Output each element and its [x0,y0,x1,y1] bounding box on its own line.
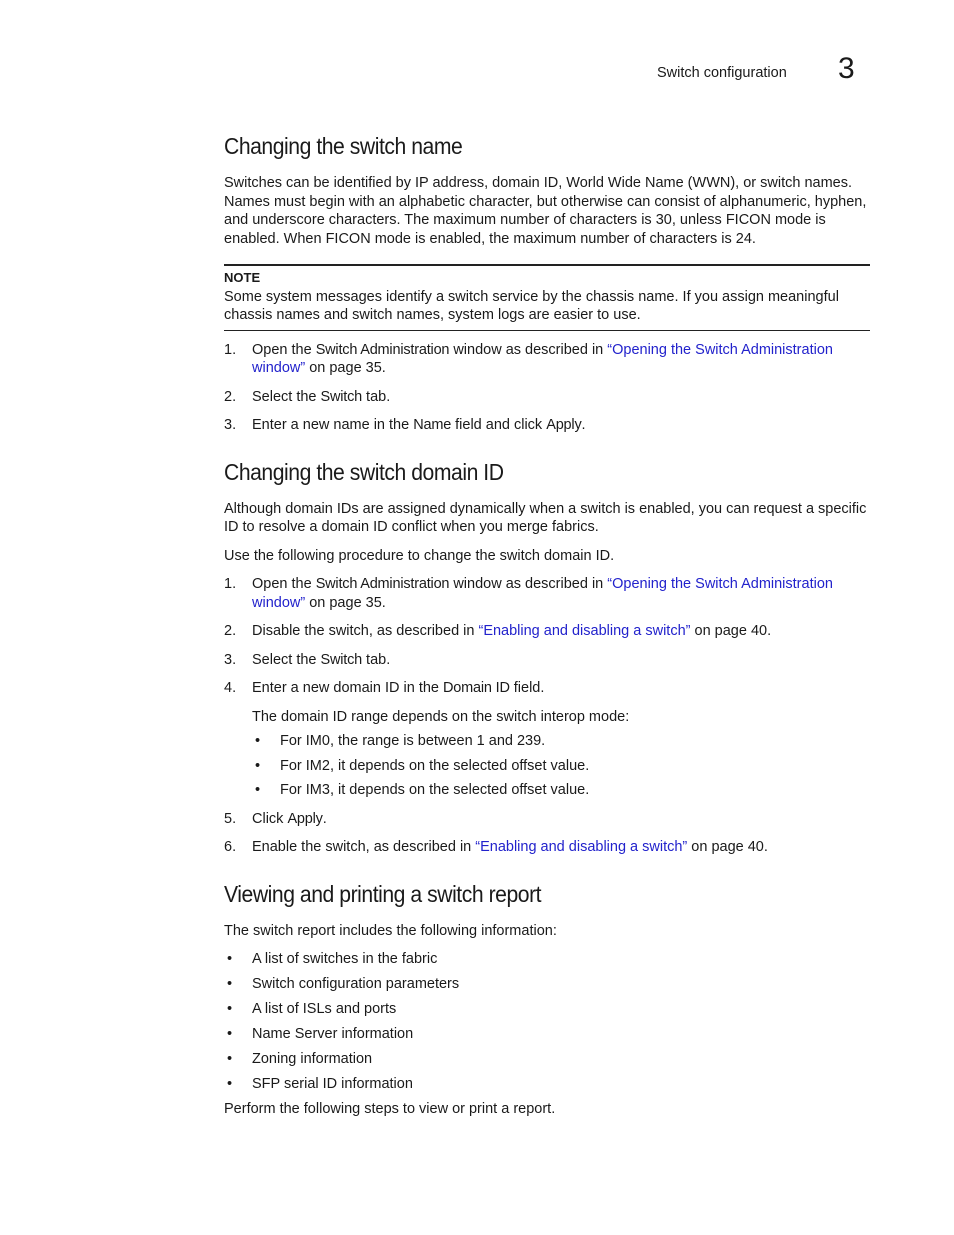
step-text: Select the [252,388,321,405]
bullet-icon: • [227,1001,233,1017]
step-text: Enter a new name in the [252,417,414,433]
list-item-text: Switch configuration parameters [252,976,460,992]
step-text: Enable the switch, as described in [252,839,476,855]
note-text: Some system messages identify a switch service by the chassis name. If you assign meaningful chassis names and switch names, system logs are easier to use. [224,288,839,323]
note-label: NOTE [224,270,261,285]
section1-intro: Switches can be identified by IP address, domain ID, World Wide Name (WWN), or switch names. Names must begin with an alphabetic character, but otherwise can consist of alphanumeric, hyphen, and underscore characters. The maximum number of characters is 30, unless FICON mode is enabled. When FICON mode is enabled, the maximum number of characters is 24. [224,175,867,247]
ui-term: Switch Administration [315,576,450,592]
list-item-text: SFP serial ID information [252,1076,413,1092]
bullet-icon: • [227,1026,233,1042]
step-text: Open the [252,576,316,592]
step-text: on page 35. [305,360,386,376]
list-item [224,732,870,751]
list-item [224,950,870,969]
step-text: Open the [252,341,316,358]
ui-term: Name [413,417,452,433]
step-number: 4. [224,680,237,696]
step-text: tab. [362,388,391,405]
step-text: Click [252,810,288,827]
list-item-text: A list of switches in the fabric [252,951,438,967]
step-text: window as described in [449,576,608,592]
ui-term: Switch Administration [315,341,450,358]
list-item [224,757,870,776]
section3-outro: Perform the following steps to view or print a report. [224,1101,556,1117]
step-text: on page 35. [305,594,386,611]
step-number: 2. [224,623,237,639]
note-box [224,264,870,331]
chapter-number: 3 [838,52,855,85]
section-heading-domain-id: Changing the switch domain ID [224,458,504,485]
bullet-icon: • [255,782,261,798]
bullet-icon: • [227,976,233,992]
list-item [224,1025,870,1044]
ui-term: Domain ID [443,680,510,696]
xref-link[interactable]: “Enabling and disabling a switch” [478,623,691,639]
step-number: 1. [224,341,237,358]
step-text: . [322,810,327,827]
step-number: 5. [224,810,237,827]
list-item-text: For IM0, the range is between 1 and 239. [280,733,546,749]
step-text: . [581,417,586,433]
step-text: tab. [362,651,391,668]
ui-term: Apply [546,417,582,433]
s1-step-3 [224,416,870,435]
step-text: field. [509,680,545,696]
list-item [224,1050,870,1069]
s2-step-3 [224,651,870,670]
list-item-text: Zoning information [252,1051,373,1067]
s1-step-2 [224,388,870,407]
s1-step-1 [224,341,870,378]
step-number: 3. [224,417,237,433]
step-number: 3. [224,651,237,668]
list-item [224,975,870,994]
bullet-icon: • [227,951,233,967]
step-number: 6. [224,839,237,855]
step-text: Select the [252,651,321,668]
section3-intro: The switch report includes the following information: [224,922,557,939]
list-item [224,1000,870,1019]
section2-intro: Although domain IDs are assigned dynamically when a switch is enabled, you can request a specific ID to resolve a domain ID conflict when you merge fabrics. [224,500,867,535]
bullet-icon: • [227,1076,233,1092]
list-item [224,781,870,800]
page-content [224,131,870,1119]
xref-link[interactable]: “Opening the Switch Administration window” [252,576,833,611]
s2-step-1 [224,575,870,612]
ui-term: Switch [320,651,363,668]
list-item [224,1075,870,1094]
step-text: Enter a new domain ID in the [252,680,444,696]
bullet-icon: • [255,757,261,774]
ui-term: Apply [287,810,323,827]
list-item-text: A list of ISLs and ports [252,1001,397,1017]
running-header-title: Switch configuration [657,65,787,81]
section-heading-switch-name: Changing the switch name [224,133,463,159]
section-heading-switch-report: Viewing and printing a switch report [224,880,542,907]
step-text: window as described in [449,341,608,358]
section2-intro2: Use the following procedure to change the switch domain ID. [224,547,615,564]
bullet-icon: • [255,733,261,749]
step-text: Disable the switch, as described in [252,623,479,639]
step-text: on page 40. [690,623,772,639]
s2-step-6 [224,838,870,857]
bullet-icon: • [227,1051,233,1067]
step-text: on page 40. [687,839,768,855]
s2-step-5 [224,810,870,829]
step-number: 2. [224,388,237,405]
list-item-text: For IM3, it depends on the selected offset value. [280,782,590,798]
step4-detail: The domain ID range depends on the switch interop mode: [252,708,630,725]
xref-link[interactable]: “Opening the Switch Administration window” [252,341,833,376]
step-number: 1. [224,576,237,592]
xref-link[interactable]: “Enabling and disabling a switch” [475,839,688,855]
step-text: field and click [451,417,547,433]
s2-step-2 [224,622,870,641]
list-item-text: For IM2, it depends on the selected offset value. [280,757,590,774]
list-item-text: Name Server information [252,1026,414,1042]
s2-step-4 [224,679,870,698]
ui-term: Switch [320,388,363,405]
